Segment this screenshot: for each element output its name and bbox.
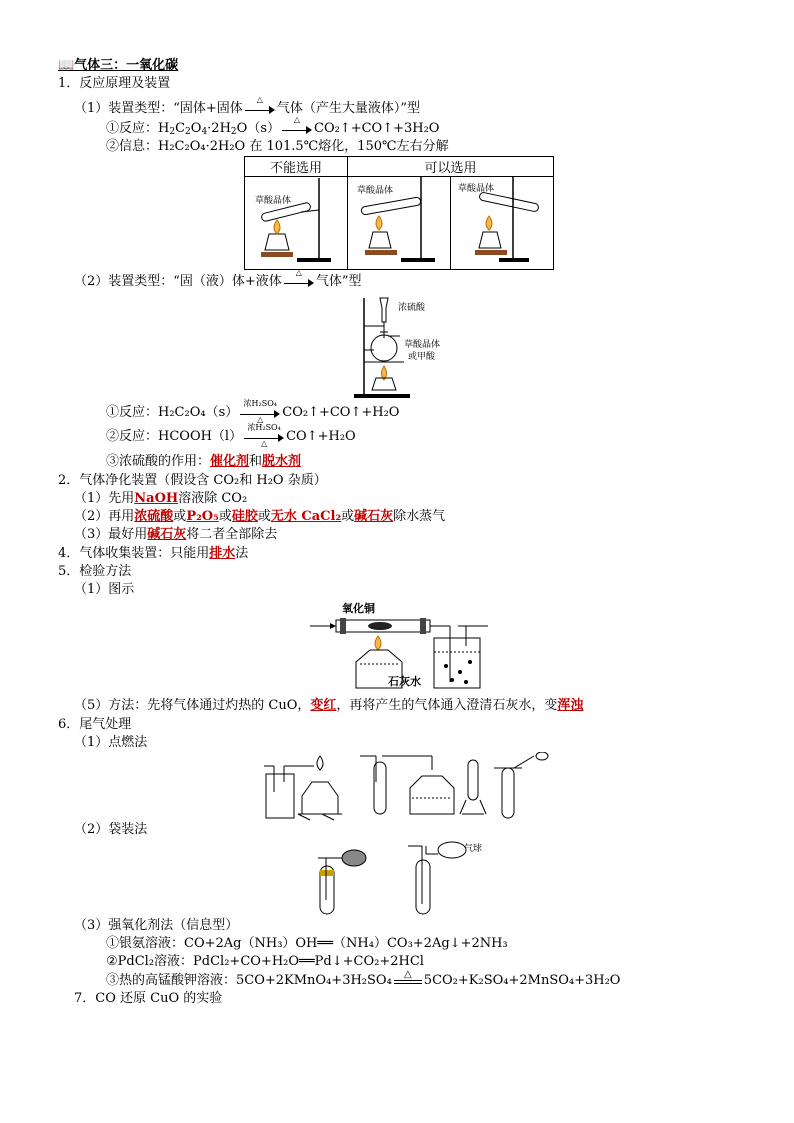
purify-1 [74,490,247,508]
combustion-figures [262,752,552,822]
can-use-header: 可以选用 [348,157,554,177]
answer-cacl2: 无水 CaCl₂ [270,509,342,524]
purify-3-pre: （3）最好用 [74,527,148,542]
or-4: 或 [341,509,355,524]
device-type-1-pre: （1）装置类型：“固体+固体 [74,101,243,116]
oxidizer-2: ②PdCl₂溶液：PdCl₂+CO+H₂O══Pd↓+CO₂+2HCl [106,954,424,969]
reaction-2 [106,398,400,424]
answer-water-displacement: 排水 [209,546,236,561]
label-conc-h2so4: 浓硫酸 [398,303,426,313]
reaction-1-post: CO₂↑+CO↑+3H₂O [314,121,440,136]
section-7-title: 7．CO 还原 CuO 的实验 [74,991,223,1006]
heat-condition: △ [295,267,302,277]
label-oxalic-b: 草酸晶体 [357,186,394,196]
heat-condition: △ [256,94,263,104]
section-5-1: （1）图示 [74,582,135,597]
answer-soda-lime: 碱石灰 [354,509,394,524]
h2so4-condition: 浓H₂SO₄ [247,422,281,432]
device-type-1 [74,94,420,118]
oxidizer-1: ①银氨溶液：CO+2Ag（NH₃）OH══（NH₄）CO₃+2Ag↓+2NH₃ [106,936,508,951]
heat-arrow [284,267,314,289]
oxidizer-3-post: 5CO₂+K₂SO₄+2MnSO₄+3H₂O [423,973,621,988]
answer-p2o5: P₂O₅ [186,509,219,524]
h2so4-condition: 浓H₂SO₄ [243,398,277,408]
purify-1-post: 溶液除 CO₂ [178,491,248,506]
info-line: ②信息：H₂C₂O₄·2H₂O 在 101.5℃熔化，150℃左右分解 [106,139,449,154]
section-4-post: 法 [235,546,249,561]
answer-soda-lime-2: 碱石灰 [147,527,187,542]
section-5-title: 5．检验方法 [58,564,132,579]
or-1: 或 [173,509,187,524]
heat-condition: △ [261,438,268,448]
reaction-3-pre: ②反应：HCOOH（l） [106,429,243,444]
h2so4-role [106,453,301,471]
label-balloon: 气球 [464,844,483,854]
method-pre: （5）方法：先将气体通过灼热的 CuO， [74,698,311,713]
answer-naoh: NaOH [134,491,179,506]
section-4 [58,545,248,563]
or-2: 或 [218,509,232,524]
answer-conc-h2so4: 浓硫酸 [134,509,174,524]
device-type-2 [74,267,362,291]
purify-2 [74,508,445,526]
heat-arrow [282,114,312,136]
device-type-2-post: 气体”型 [315,274,362,289]
section-heading: 📖气体三：一氧化碳 [58,58,179,73]
heat-condition: △ [257,414,264,424]
reaction-2-pre: ①反应：H₂C₂O₄（s） [106,405,239,420]
label-cuo: 氧化铜 [342,602,375,615]
device-type-2-pre: （2）装置类型：“固（液）体+液体 [74,274,282,289]
h2so4-role-mid: 和 [249,454,263,469]
heat-condition: △ [293,114,301,124]
heat-arrow [245,94,275,116]
h2so4-arrow [240,398,280,424]
heat-equals [392,968,424,988]
reaction-1-pre: ①反应：H [106,121,170,136]
purify-2-pre: （2）再用 [74,509,135,524]
label-limewater: 石灰水 [388,675,421,688]
oxidizer-method: （3）强氧化剂法（信息型） [74,918,239,933]
section-4-pre: 4．气体收集装置：只能用 [58,546,210,561]
device-type-1-post: 气体（产生大量液体）”型 [276,101,420,116]
reaction-2-post: CO₂↑+CO↑+H₂O [282,405,400,420]
cannot-use-header: 不能选用 [245,157,348,177]
reaction-1: ①反应：$H_2C_2O_4\cdot 2H_2O(s)$ △ CO₂↑+CO↑+3H₂O [106,114,440,137]
or-3: 或 [257,509,271,524]
label-formic-acid: 或甲酸 [408,352,436,362]
section-1-title: 1．反应原理及装置 [58,76,171,91]
section-6-title: 6．尾气处理 [58,717,132,732]
section-2-title: 2．气体净化装置（假设含 CO₂和 H₂O 杂质） [58,473,327,488]
apparatus-drawings [245,174,551,266]
purify-3 [74,526,277,544]
oxidizer-3-pre: ③热的高锰酸钾溶液：5CO+2KMnO₄+3H₂SO₄ [106,973,392,988]
label-oxalic-flask: 草酸晶体 [404,340,441,350]
apparatus-a [261,178,331,262]
purify-2-post: 除水蒸气 [393,509,446,524]
method-mid: ，再将产生的气体通入澄清石灰水，变 [336,698,558,713]
answer-turbid: 浑浊 [557,698,584,713]
bag-method: （2）袋装法 [74,822,148,837]
method-line [74,697,583,715]
bag-figures [314,840,484,916]
label-oxalic-c: 草酸晶体 [458,184,495,194]
answer-silica-gel: 硅胶 [231,509,258,524]
purify-3-post: 将二者全部除去 [186,527,278,542]
reaction-3-post: CO↑+H₂O [286,429,356,444]
label-oxalic-a: 草酸晶体 [255,196,292,206]
oxidizer-3 [106,968,621,990]
h2so4-arrow [244,422,284,448]
combustion-method: （1）点燃法 [74,735,148,750]
answer-dehydrant: 脱水剂 [262,454,302,469]
answer-turns-red: 变红 [310,698,337,713]
h2so4-role-pre: ③浓硫酸的作用： [106,454,211,469]
purify-1-pre: （1）先用 [74,491,135,506]
answer-catalyst: 催化剂 [210,454,250,469]
reaction-3 [106,422,356,448]
heat-condition: △ [403,968,412,980]
